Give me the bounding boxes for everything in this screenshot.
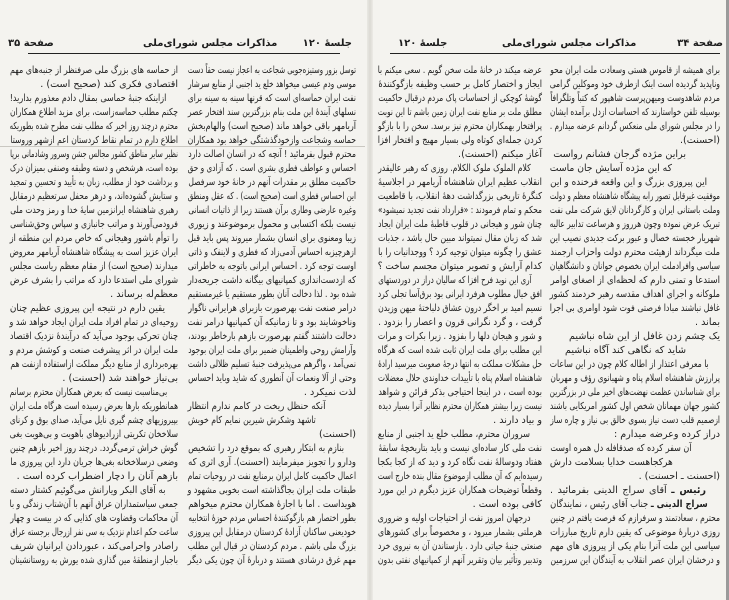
text-line: ملت میگرداند ازهیئت محترم دولت واحزاب ارجمند [550, 247, 720, 258]
text-line: لذت نمیکرد . [303, 387, 356, 398]
text-line: آغاز میکنم (احسنت). [458, 149, 542, 160]
text-line: تبریک عرض نموده وچون هرروز و هرساعت تدابیر عالیه [549, 219, 720, 230]
text-line: هرکجاهست خدایا بسلامت دارش [549, 457, 673, 468]
journal-title: مذاکرات مجلس شورای‌ملی [143, 38, 278, 49]
text-line: محترم ، سعادتمند و سرفرازم که فرصت یافتم در چنین [550, 513, 720, 524]
text-line: وملت باستانی ایران و کارگردانان لایق شرکت ملی نفت [549, 205, 720, 216]
text-line: گرفت ، و گرد نگرانی قرون و اعصار را بزدود . [378, 317, 542, 328]
journal-title: مذاکرات مجلس شورای‌ملی [502, 38, 637, 49]
text-line: گوشهٔ کوچکی از احساسات پاک مردم درقبال حاکمیت [378, 93, 542, 104]
text-line: و درخشان ایران عصر انقلاب به آیندگان این سرزمین [550, 555, 720, 566]
text-line: را در مجلس شورای ملی منعکس گردانم عرضه میدارم . [549, 121, 720, 132]
text-column-right [550, 64, 720, 568]
text-line: عشق را چگونه میتوان توجیه کرد ؟ ووجدانیات را با [378, 247, 542, 258]
text-line: را توأم باشور وهیجانی که خاص مردم این منطقه از [9, 233, 179, 244]
text-line: پرافتخار بهمکاران محترم نیز برسد. سخن را با بازگو [377, 121, 542, 132]
text-line: رسیده‌ایم که آن مطلب ازموضوع مقال بنده خارج است [377, 471, 542, 482]
text-line: صنعتی جنبهٔ حیاتی دارد . بازستاندن آن به نیروی خرد [378, 541, 542, 552]
text-line: غافل نباشند مبادا فرصتی فوت شود اوامری بی اجرا [549, 303, 720, 314]
text-line: از حماسه های بزرگ ملی صرفنظر از جنبه‌های مهم [9, 65, 178, 76]
text-line: که ازدست‌اندازی کمپانیهای بیگانه داشت جریحه‌دار [187, 275, 356, 286]
text-line: کافی بوده است . [472, 499, 542, 510]
header-rule [28, 53, 340, 54]
text-line: چنان تحرکی بوجود می‌آید که درآیندهٔ نزدیک اقتصاد [9, 331, 179, 342]
text-line: بپیروزیهای چشم گیری نایل می‌آید، صدای بوق و کرنای [9, 415, 179, 426]
text-line: مطلق ملت بر منابع نفت ایران زمین باشم تا این نوبت [377, 107, 542, 118]
text-line: هرملتی بشمار میرود ، و مخصوصاً برای کشورهای [377, 527, 542, 538]
text-line: نیست زیرا بیشتر همکاران محترم نظایر آنرا بسیار دیده [378, 401, 542, 412]
text-line: تاشهد وشکرش شیرین نمایم کام خویش [188, 415, 316, 426]
speech-text: جناب آقای رئیس ، نمایندگان [550, 499, 649, 510]
text-line: ملوکانه و اجرای اهداف مقدسه رهبر خردمند کشور [549, 289, 720, 300]
text-line: زیبا ومعنوی برای انسان بشمار میروند پس باید قبل [187, 233, 356, 244]
speaker-name: رئیس ـ [671, 485, 706, 496]
text-line: وغیره عارضی وطاری برآن هستند زیرا از ذاتیات انسانی [188, 205, 356, 216]
text-line: سروران محترم، مطلب خلع ید اجنبی از منابع [377, 429, 531, 440]
text-line: محترم درچند روز اخیر که مطلب نفت مطرح شده بطوریکه [9, 121, 178, 132]
text-line: ملت ایران در اثر پیشرفت صنعت و کوشش مردم و [9, 345, 178, 356]
text-line: دراز کرده وعرضه میدارم : [613, 429, 720, 440]
text-line: باجبار ازمنطقهٔ مین گذاری شده یورش به روستانشینان [9, 555, 179, 566]
text-line: مردم شاهدوست ومیهن‌پرست شاهپور که کتباً وتلگرافاً [550, 93, 720, 104]
text-line: سلاخخان تکریتی ازرادیوهای باهویت و بی‌هویت بغی [9, 429, 178, 440]
text-line: وحتی از آلا ونعمات آن آنطوری که شاید وباید احساس [188, 373, 356, 384]
text-line: بوده است، هرشخص و دسته وطبقه وصنفی بمیزان درک [9, 163, 179, 174]
text-line: نسلهای آیندهٔ این ملت بنام بزرگترین سند افتخار عصر [187, 107, 356, 118]
text-line: با معرفی اعتذار از اطاله کلام چون در این ساعات [549, 359, 709, 370]
text-line: کلام الملوک ملوک الکلام. روزی که رهبر عالیقدر [378, 163, 531, 174]
text-line: بنازم به ابتکار رهبری که بموقع درد را تشخیص [188, 443, 345, 454]
text-line: (احسنت ـ احسنت) . [638, 471, 720, 482]
text-line: کردن جمله‌ای کوتاه ولی بسیار مهیج و افتخار افزا [377, 135, 542, 146]
text-line: بازهم آنان را دچار اضطراب کرده است . [16, 471, 178, 482]
text-line: این احساس فطری است (صحیح است) . که عقل ومنطق [187, 191, 356, 202]
text-line: افق خیال مطلوب هرفرد ایرانی بود برق‌آسا تجلی کرد [377, 289, 542, 300]
text-line: نیست بلکه اکتسابی و محمول برموضوعند و زیوری [188, 219, 356, 230]
text-line: بطور اختصار هم بازگوکنندهٔ احساس مردم حوزهٔ انتخابیه [188, 513, 356, 524]
text-line: و شور و هیجان دلها را بفزود . زیرا بکرات و مرات [377, 331, 542, 342]
text-line: ایجاز و اختصار کامل بر حسب وظیفه بازگوکنندهٔ [378, 79, 542, 90]
speaker-name: سراج الدینی ـ [650, 499, 708, 510]
text-line: که این مژده آسایش جان ماست [549, 163, 672, 174]
text-line: سیاسی این ملت آنرا بنام یکی از پیروزی های مهم [550, 541, 720, 552]
text-line: آری این نوید فرح افزا که سالیان دراز در دوردستهای [378, 275, 532, 286]
text-line: ازاینکه جنبهٔ حماسی بمقال دادم معذورم بدارید! [9, 93, 167, 104]
text-line: محکم و تمام فرمودند : «قرارداد نفت تجدید نمیشود» [377, 205, 542, 216]
text-line: این مطلب برای ملت ایران ثابت شده است که هرگاه [377, 345, 542, 356]
text-column-right [188, 64, 356, 568]
text-line: ازصمیم قلب دست نیاز بسوی خالق بی نیاز و چاره ساز [550, 415, 720, 426]
text-line: بماند . [695, 317, 720, 328]
text-line: فرودمی‌آورند و مراتب جانبازی و سپاس وحق‌شناسی [10, 219, 178, 230]
text-line: بی‌نیاز خواهند شد (احسنت) . [62, 373, 178, 384]
text-line: درامر صنعت نفت بهرصورت بازبرای هرایرانی ناگوار [188, 303, 356, 314]
text-line: وتدبیر وتأثیر بیان وتقریر آنهم از کمپانیهای نفتی بدون [377, 555, 542, 566]
text-line: همانطوریکه بارها بعرض رسیده است هرگاه ملت ایران [9, 401, 178, 412]
text-line: اوست توجه کرد . احساس ایرانی باتوجه به خاطراتی [187, 261, 356, 272]
text-line: بزرگ ملی باشم . مردم کردستان در قبال این مطلب [187, 541, 356, 552]
text-line: نفت ایران حماسه‌ای است که قرنها سینه به سینه برای [187, 93, 356, 104]
text-line: میدارند (صحیح است) از مقام معظم ریاست مجلس [9, 261, 178, 272]
text-line: نظیر سایر مناطق کشور مجالس جشن وسرور وشادمانی برپا [10, 149, 178, 160]
text-line: کدام آرایش و تصویر میتوان مجسم ساخت ؟ [377, 261, 542, 272]
text-line: پرارزش شاهنشاه اسلام پناه و شهبانوی رؤف و مهربان [550, 373, 720, 384]
text-line: راصادر واجرامی‌کند ، عبوردادن ایرانیان شریف [10, 541, 179, 552]
text-line: دخالت داشتند گفتم بهرصورت بازهم بارخاطر بودند، [188, 331, 356, 342]
text-line: برای همیشه از قاموس هستی وسعادت ملت ایران محو [550, 65, 720, 76]
text-line: حل مشکلات مملکت به انتها درجهٔ صعوبت میرسید ارادهٔ [378, 359, 542, 370]
text-column-left [378, 64, 542, 568]
text-line: آن محاکمات وقضاوت های کذایی که در بیست و چهار [10, 513, 178, 524]
page-header [380, 38, 725, 52]
text-line: اقتصادی فکری کند (صحیح است) . [40, 79, 178, 90]
text-line: هویداست . اما با اجازهٔ همکاران محترم میخواهم [188, 499, 356, 510]
text-line: حاکمیت مطلق بر مقدرات آنهم در خانهٔ خود سرفصل [188, 177, 356, 188]
text-line: به آقای البکر ویارانش می‌گوئیم کشتار دسته [10, 485, 166, 496]
text-line: رهبری شاهنشاه ایرانزمین سایهٔ خدا و رمز وحدت ملی [10, 205, 178, 216]
text-line: آریامهر باقی خواهد ماند (صحیح است) والهام‌بخش [187, 121, 356, 132]
text-line [550, 484, 720, 498]
text-line: اطلاع دارم در تمام نقاط کردستان اعم ازشهر وروستا [10, 135, 178, 146]
text-line: و برداشت خود از مطلب، زبان به تأیید و تحسین و تمجید [9, 177, 178, 188]
text-line: بوسیله تلفن خواستارند که احساسات ازدل برآمده ایشان [549, 107, 720, 118]
text-line: این پیروزی بزرگ و این واقعه فرخنده و این [550, 177, 708, 188]
text-line: آنکه حنظل ریخت در کامم ندارم انتظار [187, 401, 326, 412]
text-line: شاهنشاه اسلام پناه با تأییدات خداوندی حلال معضلات [377, 373, 542, 384]
text-line: وضعی درسلاخخانه بغی‌ها جریان دارد این پیروزی ما [10, 457, 179, 468]
text-line: محترم قبول بفرمائید ! آنچه که در انسان اصالت دارد [188, 149, 356, 160]
text-line: چکنم مطلب حماسه‌زاست، برای مزید اطلاع همکاران [10, 107, 179, 118]
text-line: و ستایش گشوده‌اند، و درهر محفل سرتعظیم درمقابل [9, 191, 179, 202]
text-line: وناخوشایند بود و تا زمانیکه آن کمپانیها درامر نفت [187, 317, 356, 328]
text-line: ازهرچیزبه احساس آدمی‌زاد که فطری و لاینفک و ذاتی [188, 247, 356, 258]
text-line: خودیعنی ساکنان آزادهٔ کردستان درمقابل این پیروزی [187, 527, 356, 538]
text-line: گوش خراش ترمی‌گردد. درچند روز اخیر بازهم چنین [9, 443, 179, 454]
text-line: کنگرهٔ تاریخی بزرگداشت دههٔ انقلاب، با قاطعیت [377, 191, 542, 202]
text-line: موسی ودم عیسی میخواهد خلع ید اجنبی از منابع سرشار [188, 79, 356, 90]
text-line: شده بود . لذا دخالت آنان بطور مستقیم یا غیرمستقیم [187, 289, 356, 300]
page-number: صفحة ۳۵ [8, 38, 54, 49]
session-number: جلسهٔ ۱۲۰ [398, 38, 448, 49]
text-line: وآرامش روحی واطمینان ضمیر برای ملت ایران بوجود [188, 345, 356, 356]
text-line: معظم‌له برساند . [110, 289, 178, 300]
text-line: بی‌مناسبت نیست که بعرض همکاران محترم برسانم [9, 387, 168, 398]
text-line: ساعت حکم اعدام نزدیک به سی نفر ازرجال برجسته عراق [10, 527, 178, 538]
text-column-left [10, 64, 178, 568]
text-line: شاید که نگاهی کند آگاه نباشیم [564, 345, 686, 356]
text-line: یقین دارم در نتیجه این پیروزی عظیم چنان [9, 303, 166, 314]
text-line: نمی‌آمد ، واگرهم می‌پذیرفت جنبهٔ تسلیم ظلالی داشت [187, 359, 356, 370]
text-line: شد که زبان مقال نمیتواند مبین حال باشد ، جذبات [377, 233, 542, 244]
text-line: احساس و عواطف فطری بشری است . که آزادی و حق [187, 163, 356, 174]
text-line: آن سفر کرده که صدقافله دل همره اوست [550, 443, 692, 454]
text-line: برای شناساندن عظمت نهضت‌های اخیر ملی در بزرگترین [549, 387, 720, 398]
text-line: هفتاد ودوسالهٔ نفت نگاه کرد و دید که از کجا بکجا [377, 457, 542, 468]
text-line: سیاسی وافرادملت ایران بخصوص جوانان و دانشگاهیان [549, 261, 720, 272]
right-page [372, 0, 729, 600]
text-line [550, 498, 720, 512]
text-line: نسیم امید بر اخگر درون عشاق دلباختهٔ میهن وزیدن [378, 303, 542, 314]
text-line: براین مژده گرجان فشانم رواست [553, 149, 686, 160]
text-line: چنان شور و هیجانی در قلوب قاطبهٔ ملت ایران ایجاد [378, 219, 542, 230]
text-line: موفقیت غیرقابل تصور رابه پیشگاه شاهنشاه معظم و دولت [549, 191, 720, 202]
text-line: روحیه‌ای در تمام افراد ملت ایران ایجاد خواهد شد و [9, 317, 178, 328]
text-line: عرضه میکند در خانهٔ ملت سخن گویم . سعی میکنم با [377, 65, 542, 76]
text-line: و بیاد دارند . [493, 415, 542, 426]
text-line: شهریار خجسته خصال و عبور برکت جدیدی نصیب این [549, 233, 720, 244]
text-line: استدعا و تمنی دارم که لحظه‌ای از اصغای اوامر [550, 275, 720, 286]
speech-text: آقای سراج الدینی بفرمائید . [550, 485, 667, 496]
text-line: وقطعاً توضیحات همکاران عزیز دیگرم در این مورد [378, 485, 542, 496]
text-line: جمعی سیاستمداران عراق آنهم با آن‌شتاب زندگی و با [9, 499, 178, 510]
session-number: جلسهٔ ۱۲۰ [302, 38, 352, 49]
text-line: اعمال حاکمیت کامل ایران برمنابع نفت در روحیات تمام [187, 471, 356, 482]
text-line: بهره‌برداری از منابع دیگر مملکت ازاستفاده ازنفت هم [10, 359, 178, 370]
header-rule [390, 53, 720, 54]
text-line: نفت ملی کار ساده‌ای نیست و باید بتاریخچهٔ سابقهٔ [378, 443, 542, 454]
page-number: صفحة ۳۴ [677, 38, 723, 49]
text-line: بوده است ، در اینجا احتیاجی بذکر قرائن و شواهد [378, 387, 542, 398]
text-line: شورای ملی استدعا دارد که مراتب را بشرف عرض [9, 275, 178, 286]
text-line: ودارو را تجویز میفرمایند (احسنت). آری اثری که [188, 457, 356, 468]
text-line: (احسنت) [319, 429, 356, 440]
text-line: توسل بزور وستیزه‌جویی شجاعت به اعجاز نیست حقاً دست [187, 65, 356, 76]
text-line: مهم غرق درشادی هستند و دربارهٔ آن چون یکی دیگر [187, 555, 356, 566]
text-line: طبقات ملت ایران بجاگذاشته است بخوبی مشهود و [187, 485, 356, 496]
text-line: ایران عزیز است به پیشگاه شاهنشاه آریامهر معروض [9, 247, 179, 258]
text-line: یک چشم زدن غافل از این شاه نباشیم [569, 331, 720, 342]
text-line: روزی دربارهٔ موضوعی که یقین دارم تاریخ مبارزات [550, 527, 720, 538]
page-header [8, 38, 360, 52]
text-line: حماسه وشجاعت وازخودگذشتگی خواهد بود همکاران [187, 135, 356, 146]
text-line: کشور جهان مهمانان شخص اول کشور امریکایی باشند [549, 401, 720, 412]
text-line: انقلاب عظیم ایران شاهنشاه آریامهر در اجلاسیهٔ [378, 177, 542, 188]
text-line: وناپدید گردیده است اینک ازطرف خود وموکلین گرامی [549, 79, 720, 90]
text-line: (احسنت). [679, 135, 720, 146]
text-line: درجهان امروز نفت از احتیاجات اولیه و ضروری [377, 513, 531, 524]
